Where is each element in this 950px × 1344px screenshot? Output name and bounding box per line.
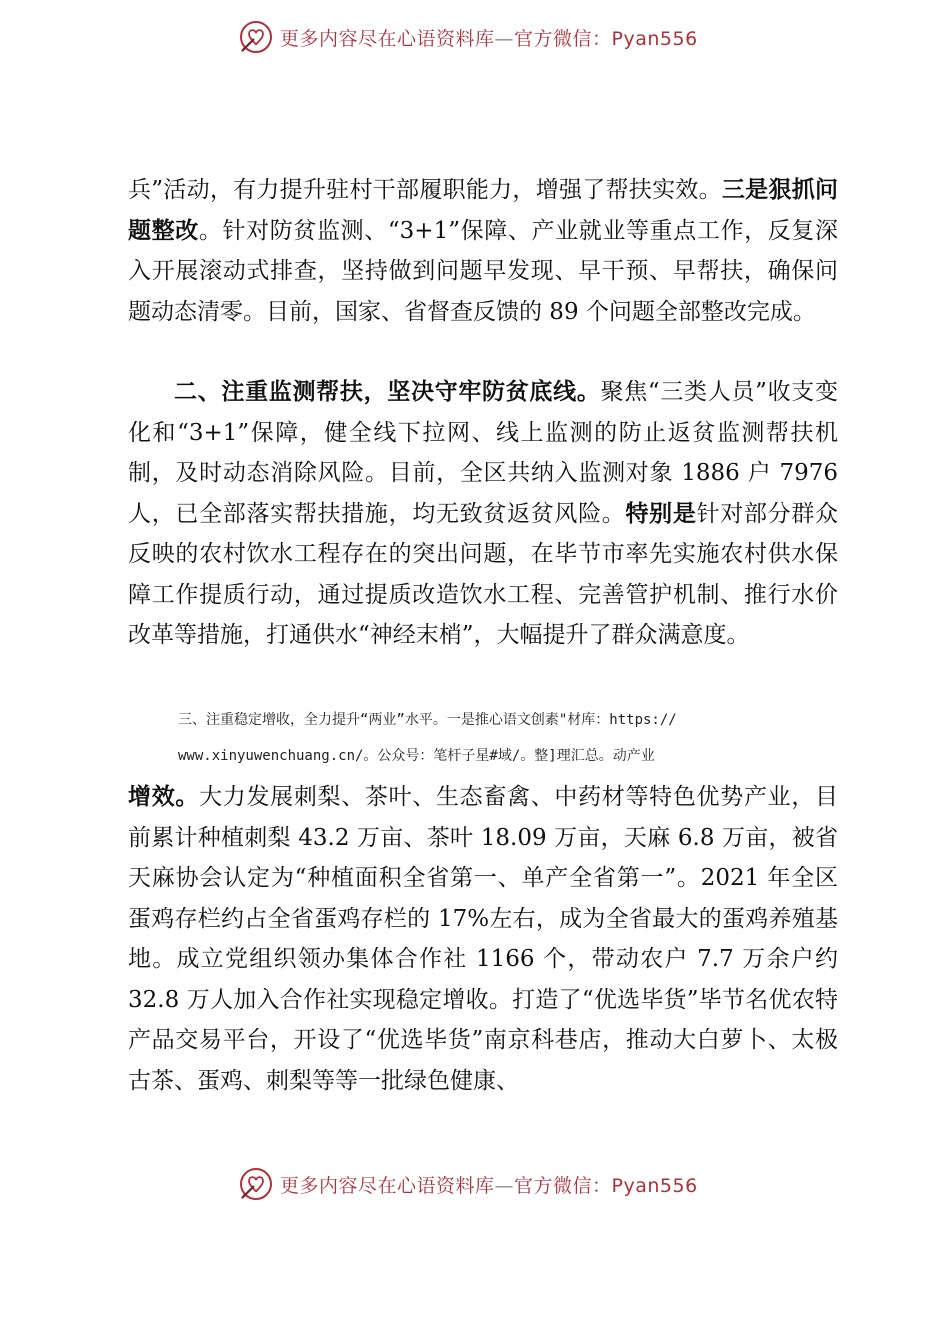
section-heading-2: 二、注重监测帮扶，坚决守牢防贫底线。 xyxy=(174,379,601,405)
paragraph-4-bold: 增效。 xyxy=(128,784,200,810)
paragraph-2-text-a: 聚焦“三类人员”收支变化和“3+1”保障，健全线下拉网、线上监测的防止返贫监测帮扶机制，及时动态消除风险。目前，全区共纳入监测对象 1886 户 7976 人，已全部落实帮扶措施，均无致贫返贫风险。 xyxy=(128,379,838,527)
banner-brand: 更多内容尽在心语资料库 xyxy=(280,1174,495,1197)
paragraph-4-text-a: 大力发展刺梨、茶叶、生态畜禽、中药材等特色优势产业，目前累计种植刺梨 43.2 万亩、茶叶 18.09 万亩，天麻 6.8 万亩，被省天麻协会认定为“种植面积全省第一、单产全省第一”。2021 年全区蛋鸡存栏约占全省蛋鸡存栏的 17%左右，成为全省最大的蛋鸡养殖基地。成立党组织领办集体合作社 1166 个，带动农户 7.7 万余户约 32.8 万人加入合作社实现稳定增收。打造了“优选毕货”毕节名优农特产品交易平台，开设了“优选毕货”南京科巷店，推动大白萝卜、太极古茶、蛋鸡、刺梨等等一批绿色健康、 xyxy=(128,784,839,1094)
banner-separator: — xyxy=(494,1174,515,1197)
paragraph-3-small xyxy=(178,702,818,774)
banner-brand: 更多内容尽在心语资料库 xyxy=(280,27,495,50)
footer-banner xyxy=(238,1164,698,1204)
paragraph-1-text-b: 。针对防贫监测、“3+1”保障、产业就业等重点工作，反复深入开展滚动式排查，坚持做到问题早发现、早干预、早帮扶，确保问题动态清零。目前，国家、省督查反馈的 89 个问题全部整改完成。 xyxy=(128,217,839,325)
header-banner xyxy=(238,17,698,57)
paragraph-2-bold: 特别是 xyxy=(625,500,697,527)
heart-pen-icon xyxy=(238,1166,274,1202)
paragraph-1-text-a: 兵”活动，有力提升驻村干部履职能力，增强了帮扶实效。 xyxy=(128,177,722,203)
banner-text xyxy=(280,1171,698,1198)
banner-separator: — xyxy=(494,27,515,50)
paragraph-3-line-1: 三、注重稳定增收，全力提升“两业”水平。一是推心语文创素"材库：https:// xyxy=(178,712,677,728)
banner-wechat: 官方微信：Pyan556 xyxy=(514,1174,698,1197)
paragraph-2-text-b: 针对部分群众反映的农村饮水工程存在的突出问题，在毕节市率先实施农村供水保障工作提质行动，通过提质改造饮水工程、完善管护机制、推行水价改革等措施，打通供水“神经末梢”，大幅提升了群众满意度。 xyxy=(128,500,839,648)
paragraph-1-bold: 三是狠抓问题整改 xyxy=(128,176,839,244)
paragraph-4 xyxy=(128,777,838,1101)
paragraph-2 xyxy=(128,372,838,656)
heart-pen-icon xyxy=(238,19,274,55)
paragraph-3-line-2: www.xinyuwenchuang.cn/。公众号：笔杆子星#域/。整]理汇总。动产业 xyxy=(178,748,655,764)
banner-wechat: 官方微信：Pyan556 xyxy=(514,27,698,50)
banner-text xyxy=(280,24,698,51)
paragraph-1 xyxy=(128,170,838,332)
